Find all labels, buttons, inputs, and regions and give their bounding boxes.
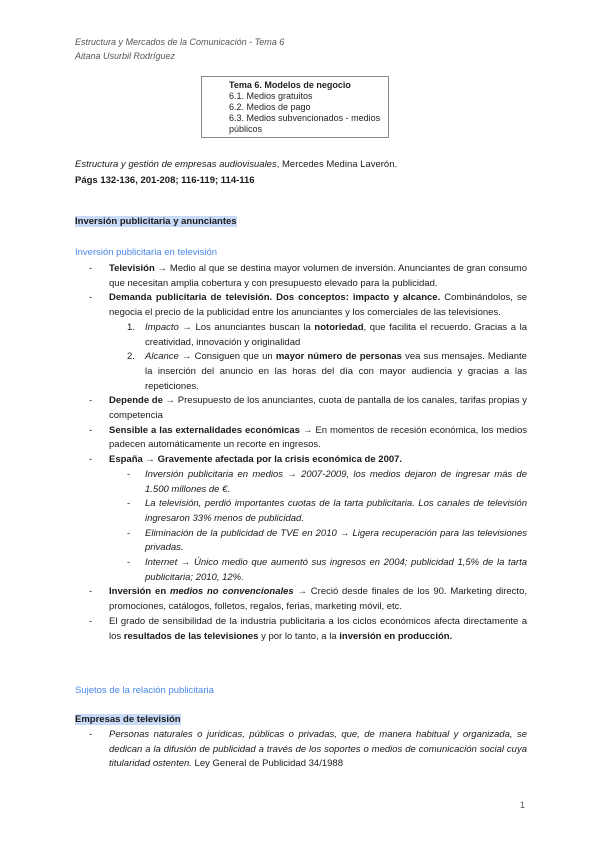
numbered-item: 1. Impacto → Los anunciantes buscan la notoriedad, que facilita el recuerdo. Gracias a la creatividad, innovación y originalidad xyxy=(127,321,527,348)
bibliography-reference xyxy=(75,157,397,189)
topic-title: Tema 6. Modelos de negocio xyxy=(229,80,351,90)
topic-item: 6.1. Medios gratuitos xyxy=(229,91,313,101)
definition-list xyxy=(75,728,527,772)
list-item: - Televisión → Medio al que se destina mayor volumen de inversión. Anunciantes de gran consumo que necesitan amplia cobertura y con presupuesto elevado para la publicidad. xyxy=(75,262,527,291)
list-item: - Depende de → Presupuesto de los anunciantes, cuota de pantalla de los canales, tarifas propias y competencia xyxy=(75,394,527,423)
list-item: - España → Gravemente afectada por la crisis económica de 2007. xyxy=(75,453,527,468)
list-item: - Sensible a las externalidades económicas → En momentos de recesión económica, los medios padecen automáticamente un recorte en ingresos. xyxy=(75,424,527,453)
topic-item: 6.3. Medios subvencionados - medios públicos xyxy=(229,113,381,134)
page-number: 1 xyxy=(520,800,526,810)
sub-list-item: - Internet → Único medio que aumentó sus ingresos en 2004; publicidad 1,5% de la tarta publicitaria; 2010, 12%. xyxy=(75,556,527,585)
subsection-heading: Sujetos de la relación publicitaria xyxy=(75,685,214,696)
list-item: - Demanda publicitaria de televisión. Dos conceptos: impacto y alcance. Combinándolos, se negocia el precio de la publicidad entre los anunciantes y los comerciales de las televisiones. xyxy=(75,291,527,320)
list-item: - Inversión en medios no convencionales → Creció desde finales de los 90. Marketing directo, promociones, catálogos, folletos, regalos, ferias, marketing móvil, etc. xyxy=(75,585,527,614)
list-item: - Personas naturales o jurídicas, públicas o privadas, que, de manera habitual y organizada, se dedican a la difusión de publicidad a través de los soportes o medios de comunicación social cuya titularidad ostenten. Ley General de Publicidad 34/1988 xyxy=(75,728,527,772)
section-heading: Inversión publicitaria y anunciantes xyxy=(75,216,237,227)
list-item: - El grado de sensibilidad de la industria publicitaria a los ciclos económicos afecta directamente a los resultados de las televisiones y por lo tanto, a la inversión en producción. xyxy=(75,615,527,644)
topic-item: 6.2. Medios de pago xyxy=(229,102,311,112)
page-range: Págs 132-136, 201-208; 116-119; 114-116 xyxy=(75,175,255,186)
topic-box xyxy=(201,76,389,138)
book-author: , Mercedes Medina Laverón. xyxy=(276,159,398,170)
sub-list-item: - Eliminación de la publicidad de TVE en 2010 → Ligera recuperación para las televisiones privadas. xyxy=(75,527,527,556)
subsection-heading: Inversión publicitaria en televisión xyxy=(75,247,218,258)
book-title: Estructura y gestión de empresas audiovisuales xyxy=(75,159,277,170)
section-heading: Empresas de televisión xyxy=(75,714,181,725)
tv-investment-list xyxy=(75,262,527,644)
running-header xyxy=(75,35,284,63)
sub-list-item: - La televisión, perdió importantes cuotas de la tarta publicitaria. Los canales de televisión ingresaron 33% menos de publicidad. xyxy=(75,497,527,526)
numbered-item: 2. Alcance → Consiguen que un mayor número de personas vea sus mensajes. Mediante la inserción del anuncio en las horas del día con mayor audiencia y gracias a las repeticiones. xyxy=(127,351,527,392)
header-course: Estructura y Mercados de la Comunicación - Tema 6 xyxy=(75,37,285,47)
sub-list-item: - Inversión publicitaria en medios → 2007-2009, los medios dejaron de ingresar más de 1.500 millones de €. xyxy=(75,468,527,497)
header-author: Aitana Usurbil Rodríguez xyxy=(75,51,176,61)
